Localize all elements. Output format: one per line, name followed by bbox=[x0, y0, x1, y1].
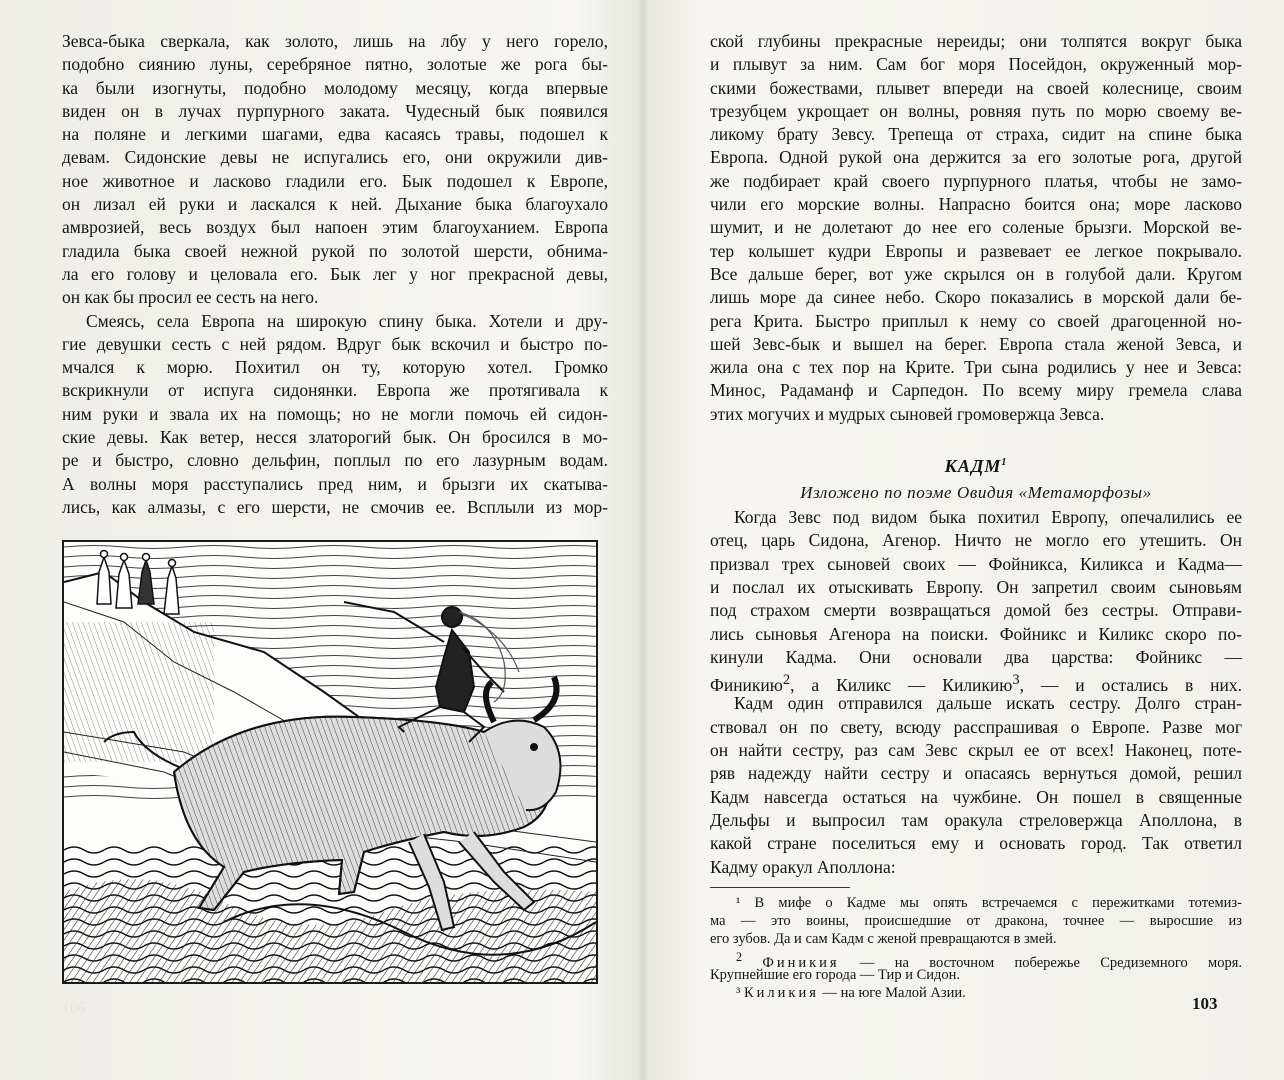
text-line: под страхом смерти возвращаться домой без сестры. Отправи- bbox=[710, 600, 1242, 621]
text-line: гладила быка своей нежной рукой по золотой шерсти, обнима- bbox=[62, 240, 608, 261]
text-line: отец, царь Сидона, Агенор. Ничто не могло его утешить. Он bbox=[710, 530, 1242, 551]
text-line: на поляне и легкими шагами, едва касаясь травы, подошел к bbox=[62, 124, 608, 145]
text-line: тер колышет кудри Европы и развевает ее легкое покрывало. bbox=[710, 240, 1242, 261]
text-line: Европа. Одной рукой она держится за его золотые рога, другой bbox=[710, 147, 1242, 168]
text-line: Кадм навсегда остаться на чужбине. Он пошел в священные bbox=[710, 786, 1242, 807]
text-line: ла его голову и целовала его. Бык лег у ног прекрасной девы, bbox=[62, 263, 608, 284]
text-line: ка были изогнуты, подобно молодому месяцу, когда впервые bbox=[62, 77, 608, 98]
text-line: Зевса-быка сверкала, как золото, лишь на лбу у него горело, bbox=[62, 31, 608, 51]
footnote-line: ¹ В мифе о Кадме мы опять встречаемся с пережитками тотемиз- bbox=[736, 894, 1242, 911]
text-line: шумит, и не долетают до нее его соленые брызги. Морской ве- bbox=[710, 217, 1242, 238]
footnote-line: его зубов. Да и сам Кадм с женой превращаются в змей. bbox=[710, 930, 1057, 947]
text-line: амврозией, весь воздух был напоен этим благоуханием. Европа bbox=[62, 217, 608, 238]
text-line: виден он в лучах пурпурного заката. Чудесный бык появился bbox=[62, 100, 608, 121]
text-line: вскрикнули от испуга сидонянки. Европа же протягивала к bbox=[62, 380, 608, 401]
footnote-term: Финикия bbox=[762, 954, 840, 971]
text-line: гие девушки сесть с ней рядом. Вдруг бык вскочил и быстро по- bbox=[62, 333, 608, 354]
text-line: рега Крита. Быстро приплыл к нему со своей драгоценной но- bbox=[710, 310, 1242, 331]
footnote-text: — на восточном побережье Средиземного моря. bbox=[839, 954, 1242, 971]
text-line: скими божествами, плывет впереди на своей колеснице, своим bbox=[710, 77, 1242, 98]
text-line: трезубцем укрощает он волны, ровняя путь по морю своему ве- bbox=[710, 100, 1242, 121]
kadm-paragraph-1 bbox=[710, 506, 1242, 695]
text-line: ликому брату Зевсу. Трепеща от страха, сидит на спине быка bbox=[710, 124, 1242, 145]
text-fragment: Финикию bbox=[710, 674, 783, 695]
section-title bbox=[710, 456, 1242, 480]
text-line: ряв надежду найти сестру и опасаясь вернуться домой, решил bbox=[710, 763, 1242, 784]
faint-page-mark: 166 bbox=[62, 1000, 85, 1016]
footnote-ref: 2 bbox=[782, 672, 791, 689]
footnote-divider bbox=[710, 887, 850, 894]
footnote-line: Крупнейшие его города — Тир и Сидон. bbox=[710, 966, 961, 983]
text-line: и плывут за ним. Сам бог моря Посейдон, окруженный мор- bbox=[710, 54, 1242, 75]
text-line: Кадму оракул Аполлона: bbox=[710, 856, 896, 877]
text-line: лишь море да синее небо. Скоро показались в морской дали бе- bbox=[710, 287, 1242, 308]
footnote-num: 2 bbox=[736, 949, 743, 964]
footnote-ref: 1 bbox=[1001, 457, 1008, 469]
text-line: он лизал ей руки и ласкался к ней. Дыхание быка благоухало bbox=[62, 194, 608, 215]
text-line: ре и быстро, словно дельфин, поплыл по его лазурным водам. bbox=[62, 450, 608, 471]
right-paragraph-1 bbox=[710, 30, 1242, 426]
text-line: жила она с тех пор на Крите. Три сына родились у нее и Зевса: bbox=[710, 357, 1242, 378]
engraving-drawing bbox=[64, 542, 596, 982]
text-fragment: , — и остались в них. bbox=[1019, 674, 1242, 695]
text-line: Все дальше берег, вот уже скрылся он в голубой дали. Кругом bbox=[710, 263, 1242, 284]
text-line: Дельфы и выпросил там оракула стреловержца Аполлона, в bbox=[710, 809, 1242, 830]
text-line: ним руки и звала их на помощь; но не могли помочь ей сидон- bbox=[62, 403, 608, 424]
footnote-text: — на юге Малой Азии. bbox=[818, 984, 966, 1001]
text-line: Кадм один отправился дальше искать сестру. Долго стран- bbox=[734, 693, 1242, 714]
europa-bull-illustration bbox=[62, 540, 598, 984]
footnote-line bbox=[710, 948, 1242, 971]
kadm-paragraph-2 bbox=[710, 692, 1242, 878]
text-line: лись, как алмазы, с его шерсти, не смочив ее. Всплыли из мор- bbox=[62, 496, 608, 517]
text-line: девам. Сидонские девы не испугались его, они окружили див- bbox=[62, 147, 608, 168]
text-line: ские девы. Как ветер, несся златорогий бык. Он бросился в мо- bbox=[62, 427, 608, 448]
text-line bbox=[710, 669, 1242, 695]
text-line: он найти сестру, раз сам Зевс скрыл ее от всех! Наконец, поте- bbox=[710, 740, 1242, 761]
text-line: Минос, Радаманф и Сарпедон. По всему миру гремела слава bbox=[710, 380, 1242, 401]
left-paragraph-2 bbox=[62, 310, 608, 520]
footnote-term: Киликия bbox=[743, 984, 819, 1001]
text-line: Смеясь, села Европа на широкую спину быка. Хотели и дру- bbox=[86, 310, 608, 331]
section-title-text: КАДМ bbox=[944, 456, 1002, 477]
text-line: какой стране поселиться ему и основать город. Так ответил bbox=[710, 833, 1242, 854]
text-line: чили его морские волны. Напрасно боится она; море ласково bbox=[710, 194, 1242, 215]
text-line: мчался к морю. Похитил он ту, которую хотел. Громко bbox=[62, 357, 608, 378]
footnote-line bbox=[710, 984, 1242, 1002]
text-line: ствовал он по свету, всюду расспрашивая о Европе. Разве мог bbox=[710, 716, 1242, 737]
left-page bbox=[62, 30, 608, 519]
section-subtitle: Изложено по поэме Овидия «Метаморфозы» bbox=[800, 483, 1152, 503]
text-line: призвал трех сыновей своих — Фойникса, Киликса и Кадма— bbox=[710, 553, 1242, 574]
text-fragment: , а Киликс — Киликию bbox=[790, 674, 1013, 695]
page-number: 103 bbox=[1192, 994, 1218, 1013]
text-line: кинули Кадма. Они основали два царства: Фойникс — bbox=[710, 646, 1242, 667]
footnote-ref: 3 bbox=[1012, 672, 1020, 689]
text-line: ской глубины прекрасные нереиды; они толпятся вокруг быка bbox=[710, 31, 1242, 51]
text-line: Когда Зевс под видом быка похитил Европу, опечалились ее bbox=[734, 507, 1242, 528]
text-line: ное животное и ласково гладили его. Бык подошел к Европе, bbox=[62, 170, 608, 191]
footnotes bbox=[710, 894, 1242, 1002]
footnote-num: ³ bbox=[736, 984, 741, 1001]
text-line: лись сыновья Агенора на поиски. Фойникс и Киликс скоро по- bbox=[710, 623, 1242, 644]
text-line: шей Зевс-бык и вышел на берег. Европа стала женой Зевса, и bbox=[710, 333, 1242, 354]
text-line: этих могучих и мудрых сыновей громовержца Зевса. bbox=[710, 403, 1105, 424]
book-gutter bbox=[638, 0, 648, 1080]
text-line: подобно сиянию луны, серебряное пятно, золотые же рога бы- bbox=[62, 54, 608, 75]
text-line: и послал их отыскивать Европу. Он запретил своим сыновьям bbox=[710, 576, 1242, 597]
text-line: же подбирает край своего пурпурного платья, чтобы не замо- bbox=[710, 170, 1242, 191]
text-line: А волны моря расступались пред ним, и брызги их скатыва- bbox=[62, 473, 608, 494]
footnote-line: ма — это воины, происшедшие от дракона, точнее — выросшие из bbox=[710, 912, 1242, 929]
right-page bbox=[710, 30, 1242, 1002]
text-line: он как бы просил ее сесть на него. bbox=[62, 287, 319, 308]
left-paragraph-1 bbox=[62, 30, 608, 310]
